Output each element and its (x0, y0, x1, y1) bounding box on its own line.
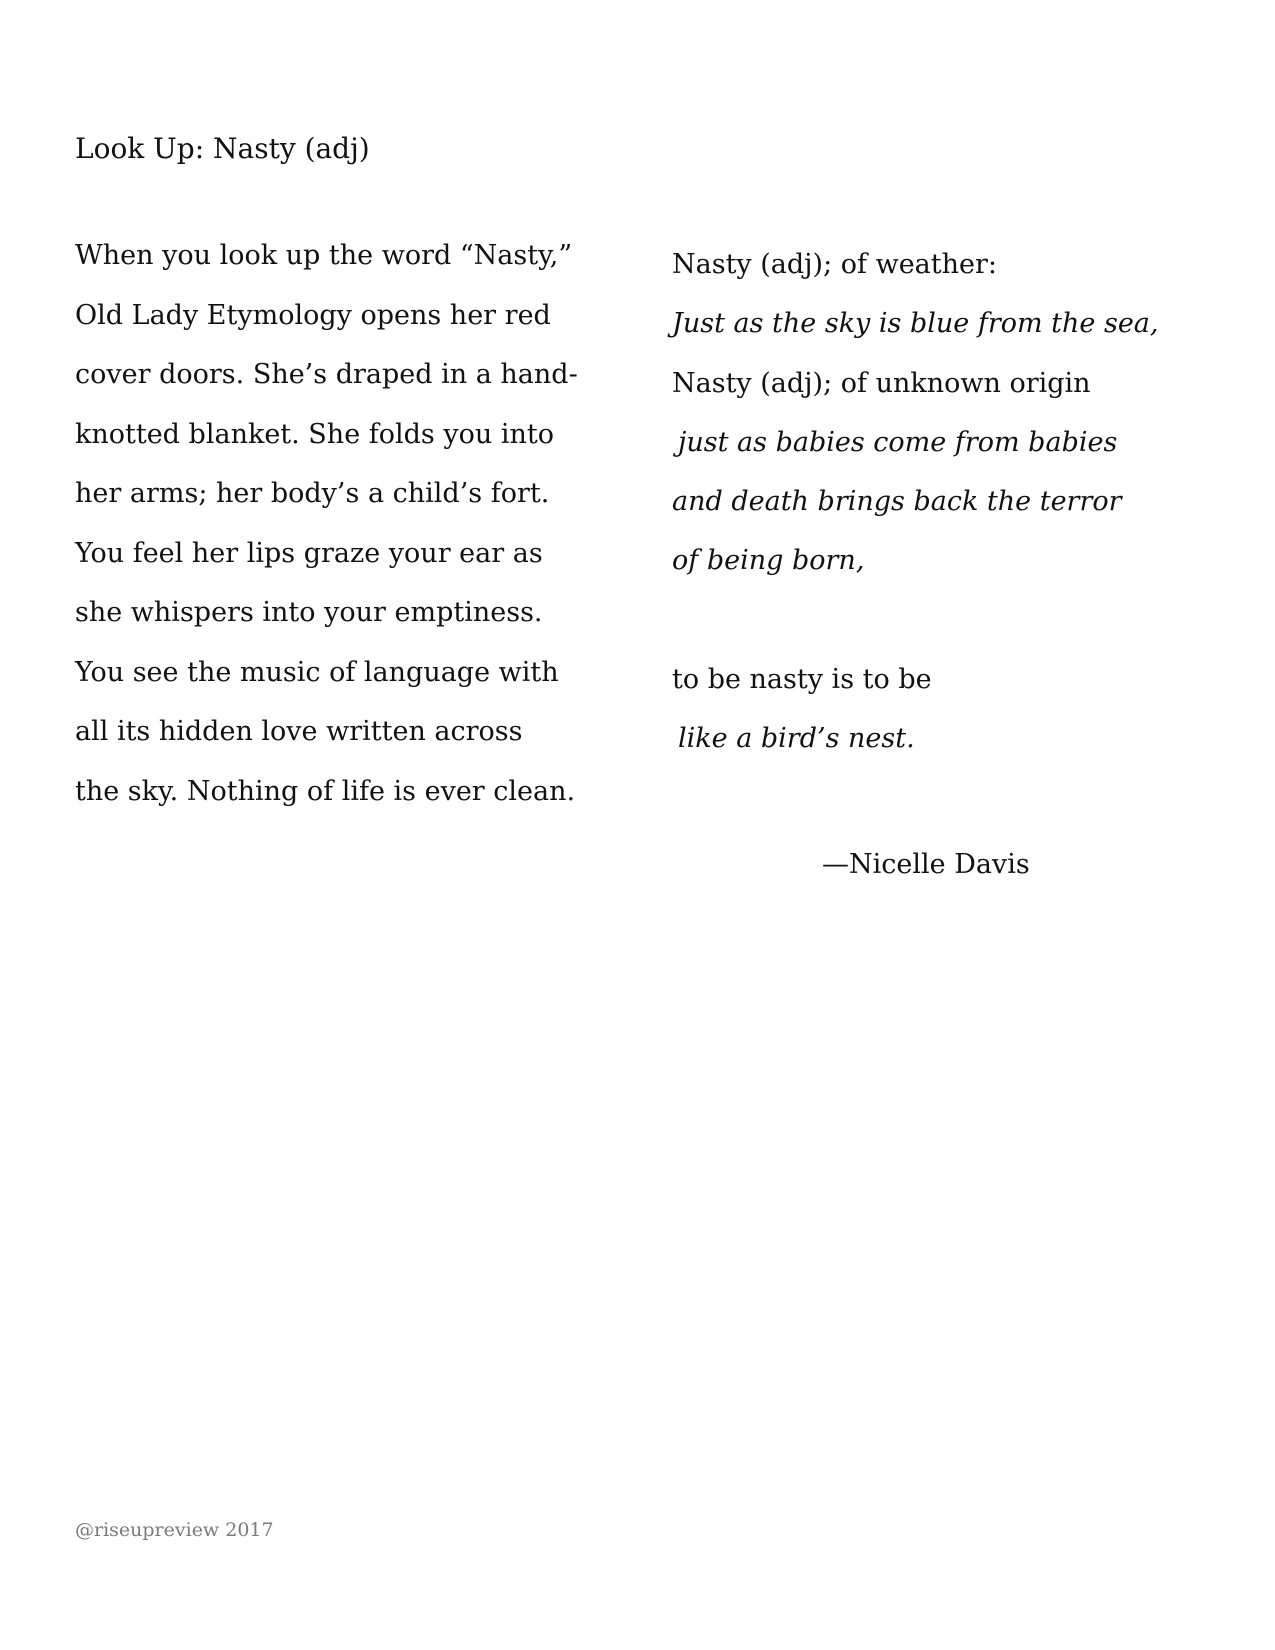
poem-line-italic: like a bird’s nest. (678, 723, 915, 755)
stanza-break (672, 604, 1252, 663)
poem-line: the sky. Nothing of life is ever clean. (75, 775, 576, 807)
poem-title: Look Up: Nasty (adj) (75, 132, 370, 165)
poem-line: Nasty (adj); of weather: (672, 249, 998, 280)
poem-line: You feel her lips graze your ear as (75, 537, 543, 569)
poem-line: her arms; her body’s a child’s fort. (75, 478, 550, 509)
poem-line: to be nasty is to be (672, 664, 932, 696)
right-column (672, 248, 1252, 782)
footer-credit: @riseupreview 2017 (75, 1519, 274, 1541)
poem-line-italic: of being born, (672, 545, 865, 577)
poem-line: When you look up the word “Nasty,” (75, 240, 573, 271)
poem-line: knotted blanket. She folds you into (75, 418, 554, 450)
poem-line: Nasty (adj); of unknown origin (672, 367, 1091, 399)
left-column (75, 239, 635, 834)
poem-line-italic: and death brings back the terror (672, 486, 1122, 518)
poem-line: Old Lady Etymology opens her red (75, 299, 551, 331)
poem-line: You see the music of language with (75, 656, 559, 688)
poem-line: cover doors. She’s draped in a hand- (75, 359, 578, 390)
poem-line-italic: just as babies come from babies (678, 426, 1118, 458)
poem-line: she whispers into your emptiness. (75, 597, 543, 628)
poem-line-italic: Just as the sky is blue from the sea, (672, 308, 1159, 340)
author-signature: —Nicelle Davis (822, 849, 1030, 880)
poem-line: all its hidden love written across (75, 716, 523, 747)
